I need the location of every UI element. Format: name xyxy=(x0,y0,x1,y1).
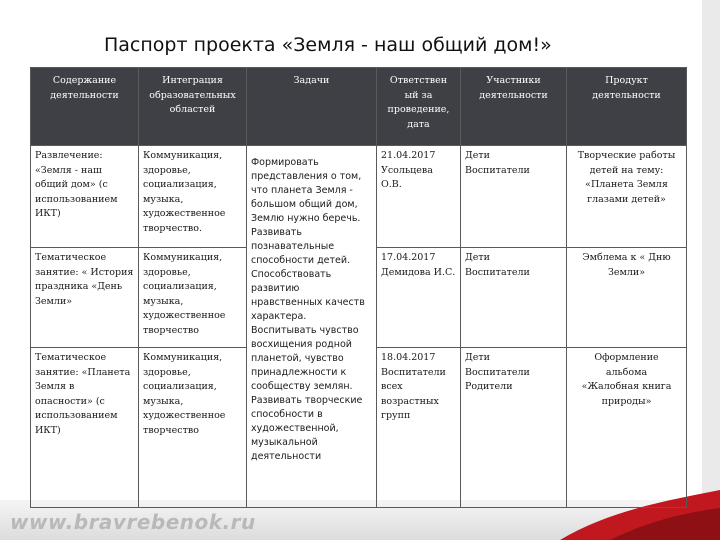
cell-responsible-line: 18.04.2017 xyxy=(381,352,436,363)
cell-product-line: природы» xyxy=(601,395,652,407)
cell-areas xyxy=(139,248,247,348)
header-line: Задачи xyxy=(293,75,330,86)
cell-areas xyxy=(139,146,247,248)
header-responsible xyxy=(377,68,461,146)
cell-areas-line: социализация, xyxy=(143,381,217,392)
project-table xyxy=(30,67,687,508)
cell-participants-line: Дети xyxy=(465,252,490,263)
task-line: большом общий дом, xyxy=(251,199,358,210)
task-line: принадлежности к xyxy=(251,367,347,378)
task-line: музыкальной xyxy=(251,437,318,448)
cell-content-line: Развлечение: xyxy=(35,150,103,161)
cell-areas-line: социализация, xyxy=(143,281,217,292)
cell-responsible-line: возрастных xyxy=(381,395,439,407)
cell-product xyxy=(567,248,687,348)
cell-responsible-line: Воспитатели xyxy=(381,366,446,378)
cell-product xyxy=(567,146,687,248)
task-line: художественной, xyxy=(251,423,339,434)
cell-responsible-line: 17.04.2017 xyxy=(381,252,436,263)
cell-product-line: «Жалобная книга xyxy=(581,381,672,392)
cell-areas-line: музыка, xyxy=(143,395,184,407)
cell-responsible xyxy=(377,146,461,248)
cell-content-line: использованием xyxy=(35,193,118,205)
cell-responsible xyxy=(377,248,461,348)
task-line: восхищения родной xyxy=(251,339,352,350)
header-content xyxy=(31,68,139,146)
task-line: познавательные xyxy=(251,241,335,252)
cell-responsible-line: 21.04.2017 xyxy=(381,150,436,161)
table-row xyxy=(31,146,687,248)
task-line: способности в xyxy=(251,409,323,420)
cell-tasks xyxy=(247,146,377,508)
cell-product xyxy=(567,348,687,508)
task-line: Формировать xyxy=(251,157,319,168)
cell-product-line: «Планета Земля xyxy=(585,179,668,190)
task-line: Развивать xyxy=(251,227,302,238)
task-line: характера. xyxy=(251,311,307,322)
task-line: Развивать творческие xyxy=(251,395,363,406)
cell-participants-line: Родители xyxy=(465,381,513,392)
cell-participants-line: Дети xyxy=(465,352,490,363)
cell-content-line: ИКТ) xyxy=(35,208,61,219)
task-line: представления о том, xyxy=(251,171,362,182)
cell-areas-line: Коммуникация, xyxy=(143,252,223,263)
cell-areas-line: музыка, xyxy=(143,295,184,307)
cell-product-line: глазами детей» xyxy=(587,193,666,205)
task-line: развитию xyxy=(251,283,300,294)
cell-content-line: общий дом» (с xyxy=(35,179,108,190)
header-line: деятельности xyxy=(479,89,548,101)
cell-areas-line: творчество xyxy=(143,324,199,336)
cell-responsible-line: О.В. xyxy=(381,179,402,190)
task-line: Землю нужно беречь. xyxy=(251,213,361,224)
cell-product-line: детей на тему: xyxy=(589,164,664,176)
header-line: Продукт xyxy=(605,75,648,86)
cell-content xyxy=(31,248,139,348)
cell-areas-line: социализация, xyxy=(143,179,217,190)
cell-areas-line: творчество xyxy=(143,424,199,436)
cell-product-line: альбома xyxy=(605,366,648,378)
cell-product-line: Земли» xyxy=(607,266,646,278)
cell-areas-line: музыка, xyxy=(143,193,184,205)
header-line: Ответствен xyxy=(389,75,448,86)
cell-content-line: Тематическое xyxy=(35,252,107,263)
cell-areas-line: Коммуникация, xyxy=(143,150,223,161)
cell-areas xyxy=(139,348,247,508)
cell-participants xyxy=(461,248,567,348)
cell-participants-line: Воспитатели xyxy=(465,164,530,176)
task-line: способности детей. xyxy=(251,255,351,266)
cell-content-line: праздника «День xyxy=(35,281,123,292)
header-line: деятельности xyxy=(592,89,661,101)
cell-participants-line: Дети xyxy=(465,150,490,161)
cell-product-line: Оформление xyxy=(594,352,659,363)
cell-content-line: Земля в xyxy=(35,381,75,392)
cell-content-line: «Земля - наш xyxy=(35,164,102,176)
header-line: деятельности xyxy=(50,89,119,101)
cell-responsible-line: Демидова И.С. xyxy=(381,266,456,278)
cell-areas-line: здоровье, xyxy=(143,266,191,278)
cell-participants-line: Воспитатели xyxy=(465,266,530,278)
cell-areas-line: здоровье, xyxy=(143,164,191,176)
task-line: что планета Земля - xyxy=(251,185,353,196)
page-title: Паспорт проекта «Земля - наш общий дом!» xyxy=(104,34,552,56)
cell-product-line: Творческие работы xyxy=(577,150,676,161)
cell-content xyxy=(31,146,139,248)
cell-content-line: Земли» xyxy=(35,295,73,307)
header-line: Интеграция xyxy=(162,75,223,86)
task-line: нравственных качеств xyxy=(251,297,365,308)
cell-areas-line: здоровье, xyxy=(143,366,191,378)
cell-content-line: занятие: « История xyxy=(35,266,134,278)
cell-content-line: занятие: «Планета xyxy=(35,366,131,378)
header-tasks xyxy=(247,68,377,146)
task-line: сообществу землян. xyxy=(251,381,353,392)
header-participants xyxy=(461,68,567,146)
cell-participants xyxy=(461,146,567,248)
cell-content-line: использованием xyxy=(35,410,118,421)
cell-responsible-line: всех xyxy=(381,381,403,392)
header-line: дата xyxy=(407,118,430,130)
task-line: планетой, чувство xyxy=(251,353,344,364)
header-row xyxy=(31,68,687,146)
cell-content-line: ИКТ) xyxy=(35,424,61,436)
cell-content xyxy=(31,348,139,508)
cell-participants-line: Воспитатели xyxy=(465,366,530,378)
header-line: Содержание xyxy=(52,75,117,86)
header-line: проведение, xyxy=(387,104,450,115)
header-line: образовательных xyxy=(149,89,236,101)
task-line: деятельности xyxy=(251,451,322,462)
task-line: Воспитывать чувство xyxy=(251,325,359,336)
header-line: ый за xyxy=(404,89,433,101)
header-line: Участники xyxy=(486,75,541,86)
cell-participants xyxy=(461,348,567,508)
cell-areas-line: художественное xyxy=(143,310,226,321)
cell-areas-line: творчество. xyxy=(143,222,202,234)
task-line: Способствовать xyxy=(251,269,332,280)
cell-areas-line: художественное xyxy=(143,410,226,421)
cell-areas-line: художественное xyxy=(143,208,226,219)
cell-product-line: Эмблема к « Дню xyxy=(582,252,671,263)
header-areas xyxy=(139,68,247,146)
cell-responsible xyxy=(377,348,461,508)
cell-responsible-line: групп xyxy=(381,410,411,421)
right-stripe xyxy=(702,0,720,540)
cell-content-line: Тематическое xyxy=(35,352,107,363)
header-product xyxy=(567,68,687,146)
cell-responsible-line: Усольцева xyxy=(381,164,433,176)
cell-content-line: опасности» (с xyxy=(35,395,105,407)
header-line: областей xyxy=(169,104,216,115)
watermark: www.bravrebenok.ru xyxy=(10,510,256,534)
cell-areas-line: Коммуникация, xyxy=(143,352,223,363)
